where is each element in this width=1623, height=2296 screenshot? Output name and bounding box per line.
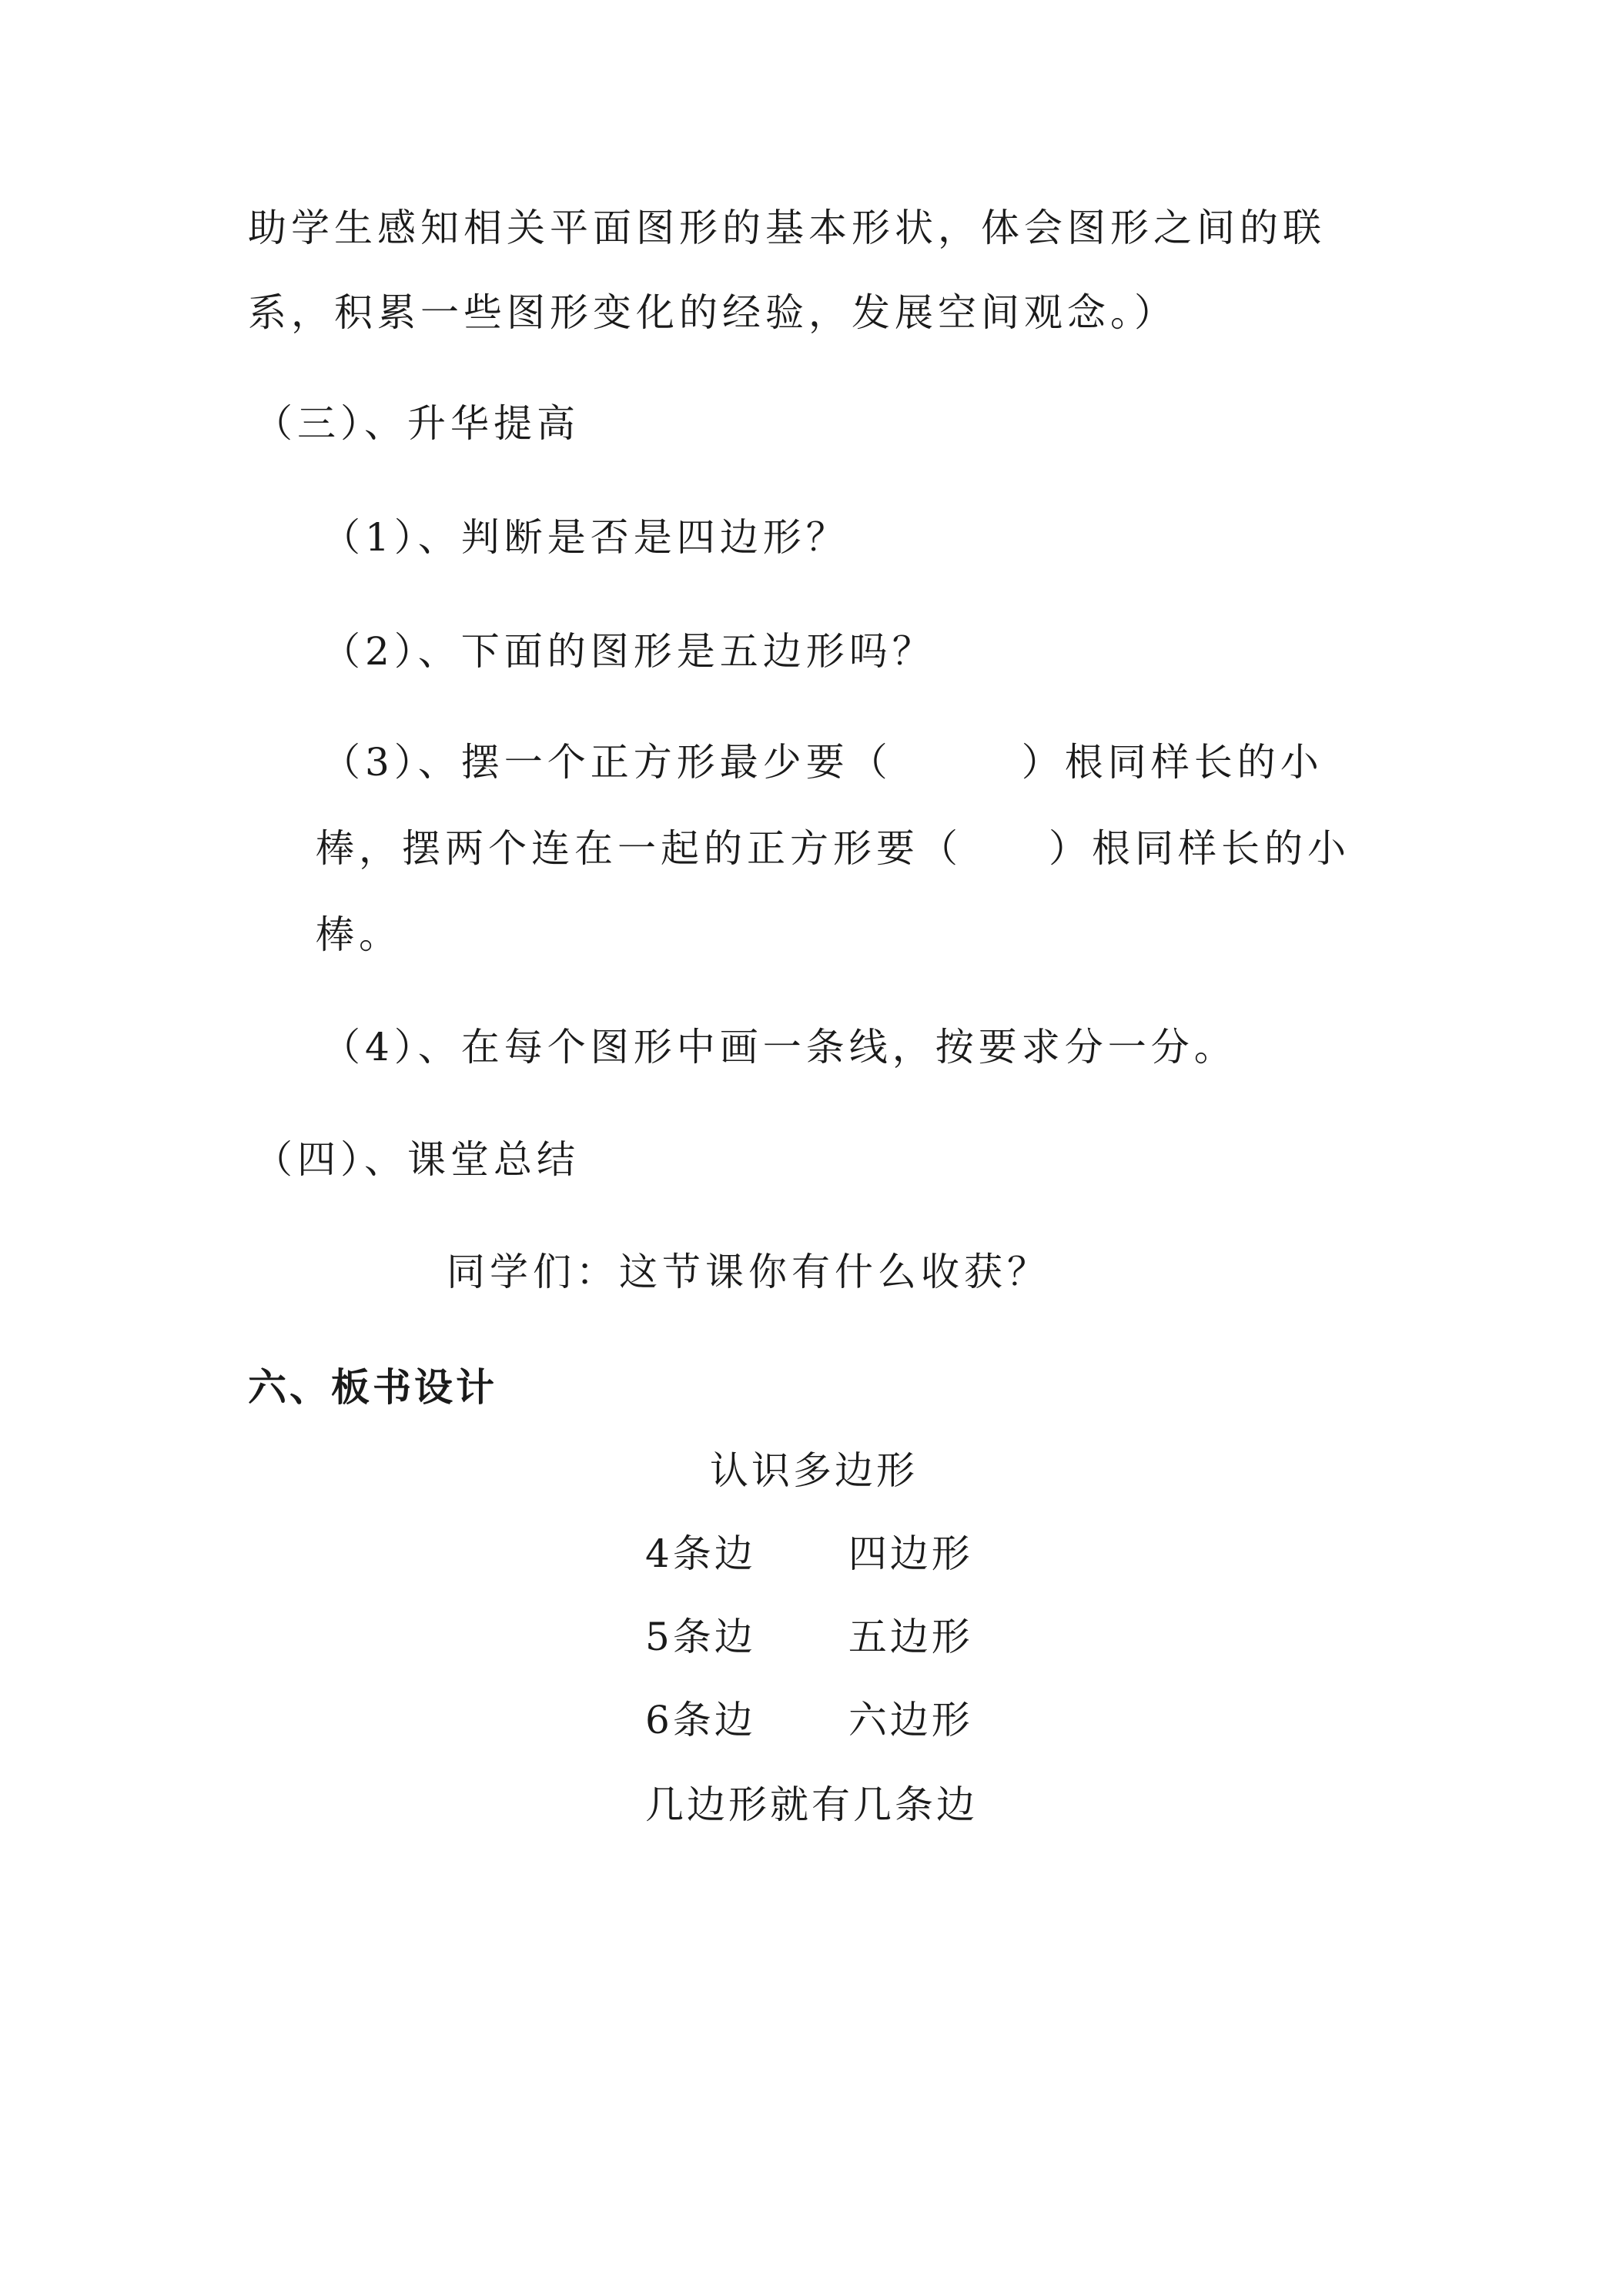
board-row-shape: 四边形 xyxy=(848,1531,973,1576)
board-row-sides: 4条边 xyxy=(645,1531,756,1576)
board-row xyxy=(645,1614,973,1660)
question-1: （1）、判断是否是四边形？ xyxy=(322,515,849,560)
intro-line-2: 系，积累一些图形变化的经验，发展空间观念。） xyxy=(248,290,1177,335)
board-row-shape: 五边形 xyxy=(848,1615,973,1659)
question-2: （2）、下面的图形是五边形吗？ xyxy=(322,629,935,674)
board-summary: 几边形就有几条边 xyxy=(645,1782,978,1827)
board-row-sides: 5条边 xyxy=(645,1615,756,1659)
question-4: （4）、在每个图形中画一条线，按要求分一分。 xyxy=(322,1025,1237,1069)
question-3-line-1: （3）、摆一个正方形最少要（ ）根同样长的小 xyxy=(322,740,1323,785)
section-6-title: 六、板书设计 xyxy=(248,1365,497,1410)
section-4-title: （四）、课堂总结 xyxy=(254,1137,580,1182)
intro-line-1: 助学生感知相关平面图形的基本形状，体会图形之间的联 xyxy=(248,206,1326,250)
board-title: 认识多边形 xyxy=(710,1448,918,1493)
board-row-sides: 6条边 xyxy=(645,1698,756,1742)
board-row xyxy=(645,1697,973,1743)
summary-prompt: 同学们：这节课你有什么收获？ xyxy=(447,1250,1050,1294)
board-row xyxy=(645,1531,973,1577)
question-3-line-3: 棒。 xyxy=(316,912,402,957)
section-3-title: （三）、升华提高 xyxy=(254,401,580,446)
board-row-shape: 六边形 xyxy=(848,1698,973,1742)
question-3-line-2: 棒，摆两个连在一起的正方形要（ ）根同样长的小 xyxy=(316,826,1350,871)
